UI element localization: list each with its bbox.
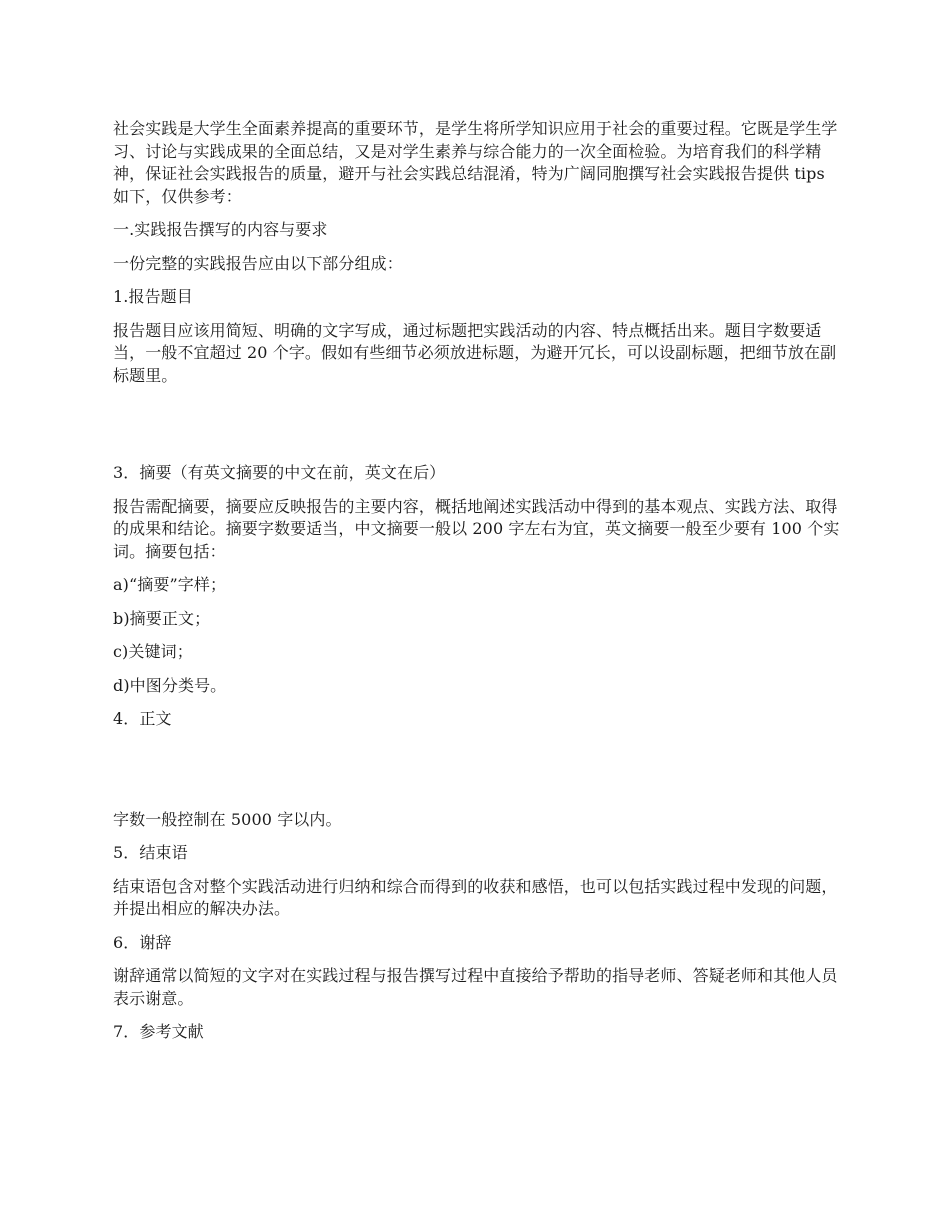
item5-title: 5．结束语 (113, 843, 188, 862)
item6-body: 谢辞通常以简短的文字对在实践过程与报告撰写过程中直接给予帮助的指导老师、答疑老师和其他人员表示谢意。 (113, 966, 838, 1008)
item5-body: 结束语包含对整个实践活动进行归纳和综合而得到的收获和感悟，也可以包括实践过程中发现的问题，并提出相应的解决办法。 (113, 876, 838, 918)
item1-title: 1.报告题目 (113, 287, 193, 306)
item3-title: 3．摘要（有英文摘要的中文在前，英文在后） (113, 463, 446, 482)
item3-list-d: d)中图分类号。 (113, 675, 227, 695)
components-intro: 一份完整的实践报告应由以下部分组成： (113, 253, 403, 273)
blank-gap (113, 742, 843, 809)
document-page (113, 118, 843, 1055)
intro-paragraph: 社会实践是大学生全面素养提高的重要环节，是学生将所学知识应用于社会的重要过程。它既是学生学习、讨论与实践成果的全面总结，又是对学生素养与综合能力的一次全面检验。为培育我们的科学精神，保证社会实践报告的质量，避开与社会实践总结混淆，特为广阔同胞撰写社会实践报告提供 tips 如下，仅供参考： (113, 119, 838, 206)
item3-list-a: a)“摘要”字样； (113, 575, 227, 594)
blank-gap (113, 398, 843, 462)
item3-list-c: c)关键词； (113, 642, 193, 661)
item4-title: 4．正文 (113, 709, 172, 728)
item1-body: 报告题目应该用简短、明确的文字写成，通过标题把实践活动的内容、特点概括出来。题目字数要适当，一般不宜超过 20 个字。假如有些细节必须放进标题，为避开冗长，可以设副标题，把细节放在副标题里。 (113, 320, 837, 385)
item4-body: 字数一般控制在 5000 字以内。 (113, 809, 342, 829)
item3-list-b: b)摘要正文； (113, 608, 211, 628)
section-heading: 一.实践报告撰写的内容与要求 (113, 220, 328, 239)
item6-title: 6．谢辞 (113, 932, 172, 952)
item7-title: 7．参考文献 (113, 1022, 204, 1041)
item3-body: 报告需配摘要，摘要应反映报告的主要内容，概括地阐述实践活动中得到的基本观点、实践方法、取得的成果和结论。摘要字数要适当，中文摘要一般以 200 字左右为宜，英文摘要一般至少要有 100 个实词。摘要包括： (113, 496, 840, 561)
